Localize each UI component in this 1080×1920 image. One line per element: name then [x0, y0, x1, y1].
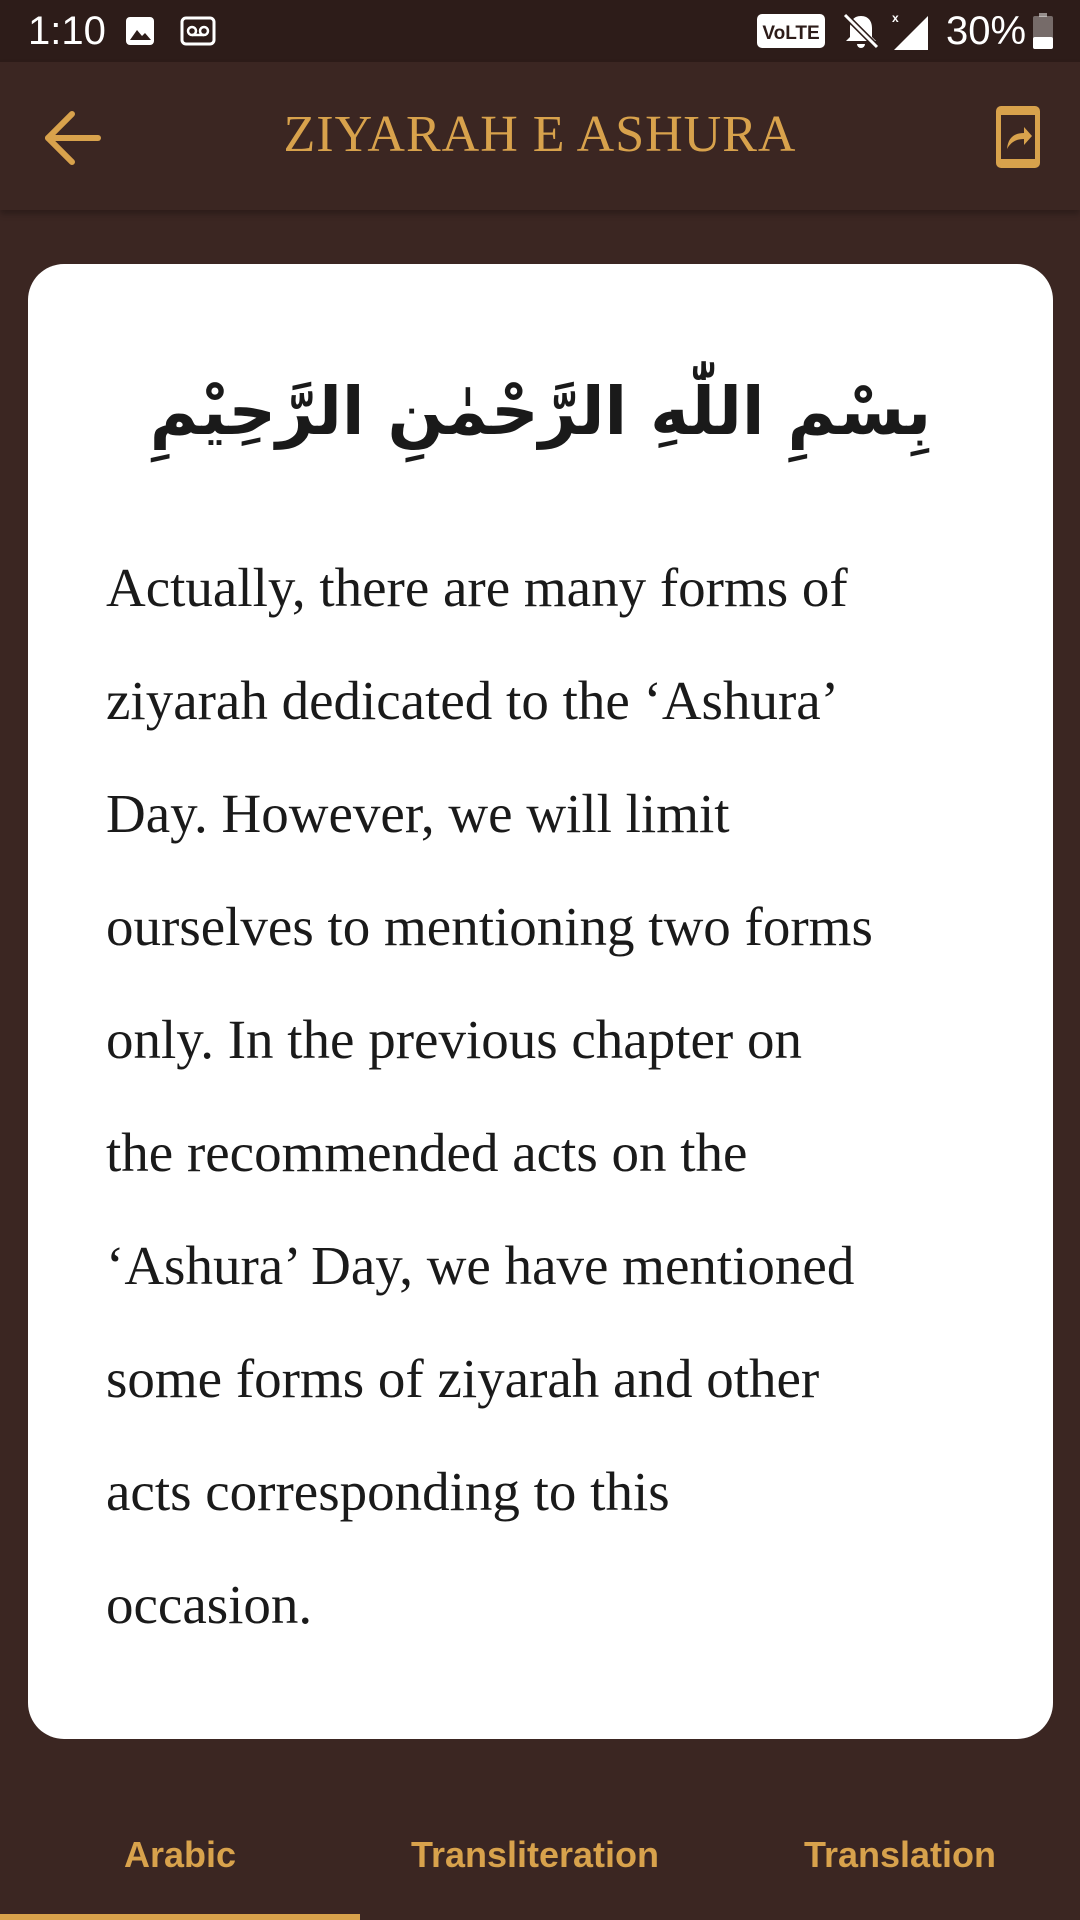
status-bar: [0, 0, 1080, 62]
page-title: ZIYARAH E ASHURA: [283, 106, 797, 163]
tab-selected-indicator: [0, 1914, 360, 1920]
tab-bar: [0, 1790, 1080, 1920]
image-icon: [124, 15, 156, 47]
battery-icon: [1032, 12, 1054, 50]
body-line: ourselves to mentioning two forms: [106, 896, 873, 957]
body-line: ‘Ashura’ Day, we have mentioned: [106, 1235, 855, 1296]
battery-percent: 30%: [946, 9, 1027, 53]
tab-translation[interactable]: Translation: [803, 1834, 997, 1875]
bismillah-text: بِسْمِ اللّٰهِ الرَّحْمٰنِ الرَّحِيْمِ: [149, 373, 932, 450]
back-button[interactable]: [36, 100, 112, 176]
body-line: the recommended acts on the: [106, 1122, 748, 1183]
status-time: 1:10: [28, 9, 106, 53]
share-icon: [990, 102, 1046, 172]
tab-transliteration[interactable]: Transliteration: [410, 1834, 660, 1875]
voicemail-icon: [180, 16, 216, 46]
tab-arabic[interactable]: Arabic: [123, 1834, 237, 1875]
arrow-left-icon: [36, 100, 112, 176]
body-text: [106, 531, 986, 1661]
svg-text:x: x: [892, 11, 899, 25]
body-line: only. In the previous chapter on: [106, 1009, 802, 1070]
body-line: Day. However, we will limit: [106, 783, 730, 844]
share-button[interactable]: [990, 102, 1046, 172]
body-line: occasion.: [106, 1574, 313, 1635]
body-line: ziyarah dedicated to the ‘Ashura’: [106, 670, 839, 731]
bell-off-icon: [840, 10, 882, 52]
app-bar: [0, 62, 1080, 210]
volte-icon: [756, 13, 826, 49]
signal-icon: [890, 10, 930, 52]
volte-label: VoLTE: [762, 23, 820, 44]
body-line: some forms of ziyarah and other: [106, 1348, 820, 1409]
body-line: Actually, there are many forms of: [106, 557, 848, 618]
body-line: acts corresponding to this: [106, 1461, 670, 1522]
content-card: [28, 264, 1053, 1739]
